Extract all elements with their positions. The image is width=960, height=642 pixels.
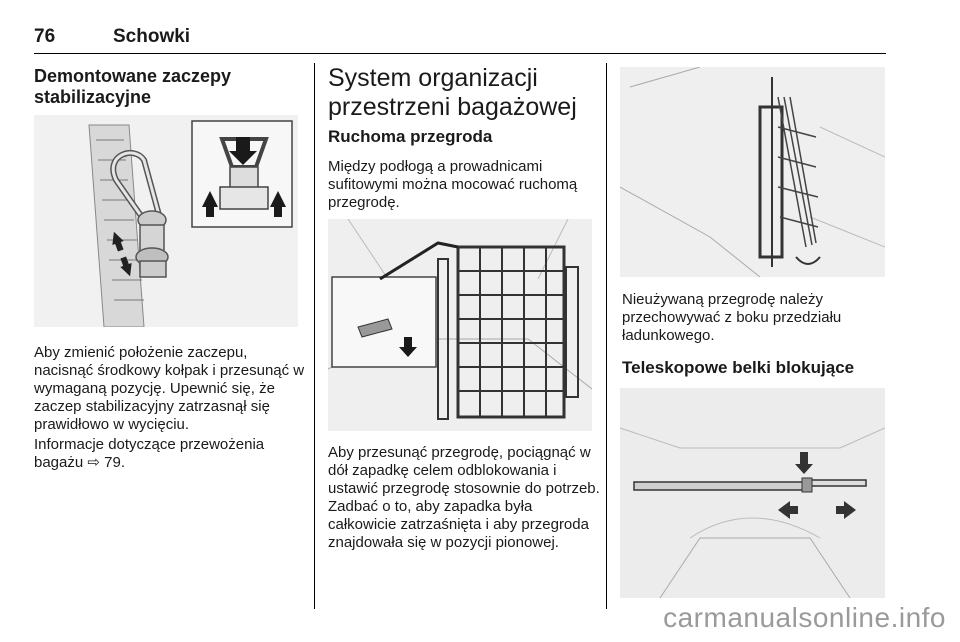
- partition-intro: Między podłogą a prowadnicami sufitowymi można mocować ruchomą przegrodę.: [328, 158, 578, 211]
- watermark: carmanualsonline.info: [663, 602, 946, 633]
- telescopic-bar-illustration: [620, 388, 885, 598]
- column-divider-2: [606, 63, 607, 609]
- section-heading-anchors: Demontowane zaczepy stabilizacyjne: [34, 66, 232, 107]
- column-divider-1: [314, 63, 315, 609]
- header-rule: [34, 53, 886, 54]
- anchor-paragraph-2-text: Informacje dotyczące przewożenia bagażu: [34, 436, 265, 471]
- page-reference-arrow-icon: ⇨: [87, 454, 100, 471]
- page-reference-link[interactable]: 79.: [104, 454, 125, 471]
- anchor-illustration: [34, 115, 298, 327]
- stored-partition-illustration: [620, 67, 885, 277]
- subheading-partition: Ruchoma przegroda: [328, 127, 493, 146]
- section-heading-organizer: System organizacji przestrzeni bagażowej: [328, 64, 577, 121]
- anchor-paragraph-2: [34, 436, 306, 472]
- anchor-paragraph-1: Aby zmienić położenie zaczepu, nacisnąć środkowy kołpak i przesunąć w wymaganą pozycję. Upewnić się, że zaczep stabilizacyjny zatrzasnął się prawidłowo w wycięciu.: [34, 344, 305, 433]
- chapter-title: Schowki: [113, 26, 191, 47]
- partition-body: Aby przesunąć przegrodę, pociągnąć w dół zapadkę celem odblokowania i ustawić przegrodę stosownie do potrzeb. Zadbać o to, aby zapadka była całkowicie zatrzaśnięta i aby przegroda znajdowała się w pozycji pionowej.: [328, 444, 600, 551]
- page-number: 76: [34, 26, 56, 47]
- subheading-telescopic-bars: Teleskopowe belki blokujące: [622, 358, 855, 377]
- partition-illustration: [328, 219, 592, 431]
- stored-partition-caption: Nieużywaną przegrodę należy przechowywać z boku przedziału ładunkowego.: [622, 291, 842, 344]
